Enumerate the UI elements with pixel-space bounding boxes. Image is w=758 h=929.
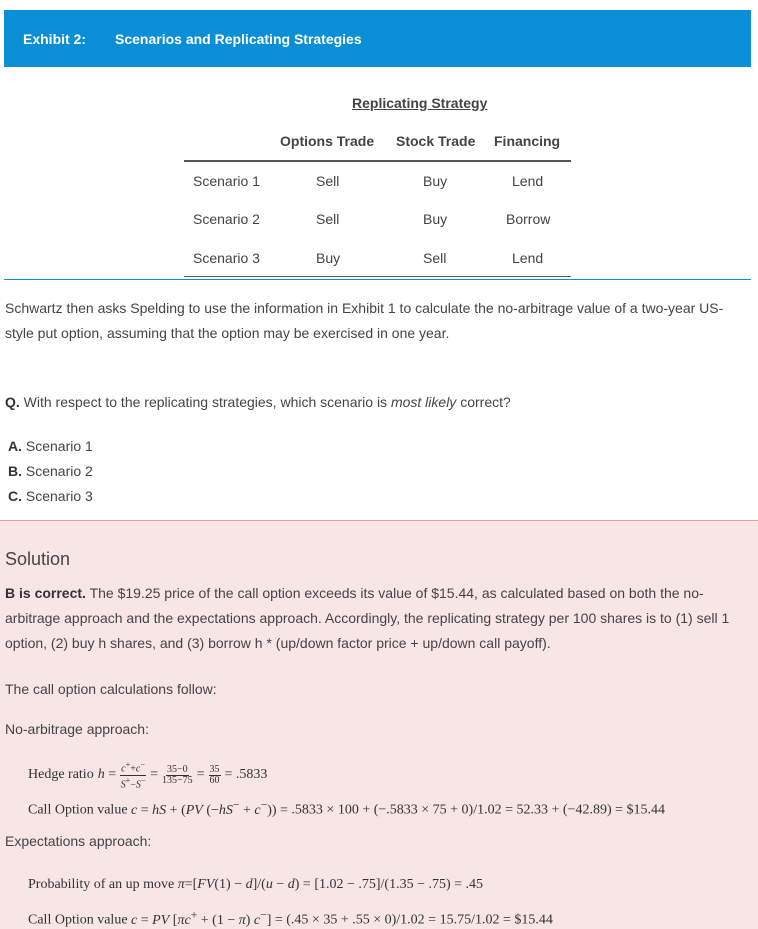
calc-intro: The call option calculations follow: bbox=[5, 681, 217, 697]
financing-cell: Borrow bbox=[506, 211, 551, 227]
option-text: Scenario 1 bbox=[25, 438, 93, 454]
option-letter: C. bbox=[8, 488, 22, 504]
hedge-ratio-label: Hedge ratio bbox=[28, 767, 94, 782]
exhibit-divider bbox=[4, 279, 751, 280]
solution-lead: B is correct. bbox=[5, 585, 86, 601]
call-value-no-arbitrage-formula: Call Option value c = hS + (PV (−hS− + c−)) = .5833 × 100 + (−.5833 × 75 + 0)/1.02 = 52.33 + (−42.89) = $15.44 bbox=[28, 798, 666, 818]
options-cell: Sell bbox=[316, 173, 340, 189]
question-text-end: correct? bbox=[460, 394, 511, 410]
expectations-label: Expectations approach: bbox=[5, 833, 152, 849]
question-label: Q. bbox=[5, 394, 20, 410]
replicating-strategy-heading: Replicating Strategy bbox=[352, 95, 488, 111]
table-bottom-rule bbox=[184, 276, 571, 277]
table-top-rule bbox=[184, 160, 571, 162]
stock-cell: Buy bbox=[423, 173, 448, 189]
option-letter: A. bbox=[8, 438, 22, 454]
question-text: With respect to the replicating strategies, which scenario is bbox=[23, 394, 388, 410]
financing-cell: Lend bbox=[512, 250, 544, 266]
hedge-ratio-result: = .5833 bbox=[224, 767, 268, 782]
call-value-expectations-result: = (.45 × 35 + .55 × 0)/1.02 = 15.75/1.02 = $15.44 bbox=[274, 912, 553, 928]
call-value-no-arbitrage-result: .5833 × 100 + (−.5833 × 75 + 0)/1.02 = 52.33 + (−42.89) = $15.44 bbox=[291, 802, 666, 818]
answer-option-b[interactable] bbox=[8, 463, 93, 479]
solution-panel bbox=[0, 520, 758, 929]
question-emphasis: most likely bbox=[390, 394, 457, 410]
options-cell: Sell bbox=[316, 211, 340, 227]
financing-cell: Lend bbox=[512, 173, 544, 189]
call-value-label-2: Call Option value bbox=[28, 912, 128, 928]
answer-option-c[interactable] bbox=[8, 488, 93, 504]
stock-cell: Sell bbox=[423, 250, 447, 266]
hedge-ratio-formula: Hedge ratio h = $\frac{c^++c^-}{S^+-S^-}$ = $\frac{35-0}{135-75}$ = $\frac{35}{60}$ = .5833 bbox=[28, 760, 268, 790]
column-header-stock: Stock Trade bbox=[396, 133, 476, 149]
solution-title: Solution bbox=[5, 549, 71, 569]
answer-option-a[interactable] bbox=[8, 438, 93, 454]
probability-label: Probability of an up move bbox=[28, 877, 175, 892]
scenario-cell: Scenario 1 bbox=[193, 173, 260, 189]
scenario-cell: Scenario 3 bbox=[193, 250, 260, 266]
column-header-options: Options Trade bbox=[280, 133, 375, 149]
scenario-cell: Scenario 2 bbox=[193, 211, 260, 227]
exhibit-title: Scenarios and Replicating Strategies bbox=[115, 30, 362, 47]
exhibit-header bbox=[4, 10, 751, 67]
question bbox=[5, 394, 511, 410]
option-text: Scenario 2 bbox=[25, 463, 93, 479]
option-letter: B. bbox=[8, 463, 22, 479]
intro-paragraph: Schwartz then asks Spelding to use the information in Exhibit 1 to calculate the no-arbitrage value of a two-year US-style put option, assuming that the option may be exercised in one year. bbox=[5, 300, 724, 341]
exhibit-number: Exhibit 2: bbox=[23, 30, 87, 47]
options-cell: Buy bbox=[316, 250, 341, 266]
probability-formula: Probability of an up move π=[FV(1) − d]/(u − d) = [1.02 − .75]/(1.35 − .75) = .45 bbox=[28, 877, 484, 892]
probability-result: = [1.02 − .75]/(1.35 − .75) = .45 bbox=[302, 877, 484, 892]
column-header-financing: Financing bbox=[494, 133, 561, 149]
option-text: Scenario 3 bbox=[25, 488, 93, 504]
solution-body: The $19.25 price of the call option exceeds its value of $15.44, as calculated based on both the no-arbitrage approach and the expectations approach. Accordingly, the replicating strategy per 100 shares is to (1) sell 1 option, (2) buy h shares, and (3) borrow h * (up/down factor price + up/down call payoff). bbox=[5, 585, 730, 651]
solution-explanation bbox=[5, 581, 753, 656]
stock-cell: Buy bbox=[423, 211, 448, 227]
call-value-label: Call Option value bbox=[28, 802, 128, 818]
call-value-expectations-formula: Call Option value c = PV [πc+ + (1 − π) c−] = (.45 × 35 + .55 × 0)/1.02 = 15.75/1.02 = $15.44 bbox=[28, 908, 553, 928]
no-arbitrage-label: No-arbitrage approach: bbox=[5, 721, 149, 737]
